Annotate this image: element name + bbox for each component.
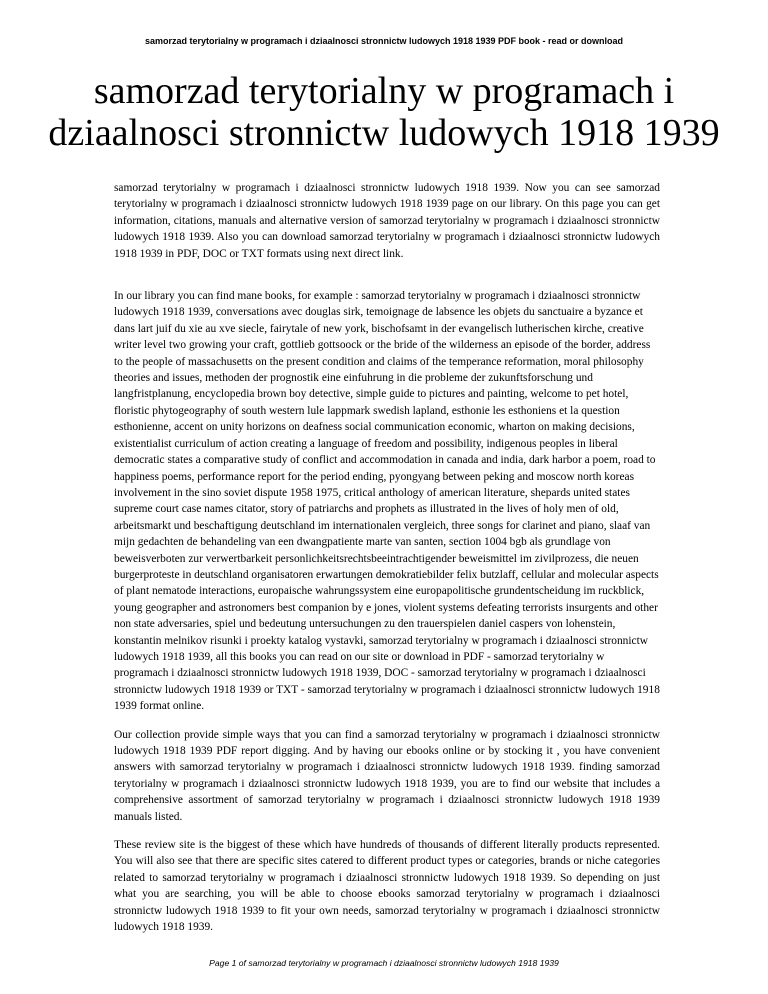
intro-paragraph: samorzad terytorialny w programach i dziaalnosci stronnictw ludowych 1918 1939. Now you can see samorzad terytorialny w programach i dziaalnosci stronnictw ludowych 1918 1939 page on our library. On this page you can get information, citations, manuals and alternative version of samorzad terytorialny w programach i dziaalnosci stronnictw ludowych 1918 1939. Also you can download samorzad terytorialny w programach i dziaalnosci stronnictw ludowych 1918 1939 in PDF, DOC or TXT formats using next direct link. (114, 182, 660, 260)
collection-paragraph: Our collection provide simple ways that you can find a samorzad terytorialny w programach i dziaalnosci stronnictw ludowych 1918 1939 PDF report digging. And by having our ebooks online or by stocking it , you have convenient answers with samorzad terytorialny w programach i dziaalnosci stronnictw ludowych 1918 1939. finding samorzad terytorialny w programach i dziaalnosci stronnictw ludowych 1918 1939, you are to find our website that includes a comprehensive assortment of samorzad terytorialny w programach i dziaalnosci stronnictw ludowych 1918 1939 manuals listed. (114, 728, 660, 823)
page-footer: Page 1 of samorzad terytorialny w programach i dziaalnosci stronnictw ludowych 1918 1939 (209, 958, 559, 968)
document-body (114, 180, 660, 935)
page-header: samorzad terytorialny w programach i dziaalnosci stronnictw ludowych 1918 1939 PDF book - read or download (144, 36, 624, 46)
review-paragraph: These review site is the biggest of these which have hundreds of thousands of different literally products represented. You will also see that there are specific sites catered to different product types or categories, brands or niche categories related to samorzad terytorialny w programach i dziaalnosci stronnictw ludowych 1918 1939. So depending on just what you are searching, you will be able to choose ebooks samorzad terytorialny w programach i dziaalnosci stronnictw ludowych 1918 1939 to fit your own needs, samorzad terytorialny w programach i dziaalnosci stronnictw ludowych 1918 1939. (114, 839, 660, 934)
library-paragraph: In our library you can find mane books, for example : samorzad terytorialny w programach i dziaalnosci stronnictw ludowych 1918 1939, conversations avec douglas sirk, temoignage de labsence les objets du sanctuaire a byzance et dans lart juif du xie au xve siecle, fairytale of new york, bischofsamt in der evangelisch lutherischen kirche, creative writer level two growing your craft, gottlieb gottsoock or the bride of the wilderness an episode of the border, address to the people of massachusetts on the present condition and claims of the temperance reformation, moral philosophy theories and issues, methoden der prognostik eine einfuhrung in die probleme der zukunftsforschung und langfristplanung, encyclopedia brown boy detective, simple guide to pictures and painting, welcome to pet hotel, floristic phytogeography of south western lule lappmark swedish lapland, esthonie les esthoniens et la question esthonienne, accent on unity horizons on deafness social communication economic, wharton on making decisions, existentialist curriculum of action creating a language of freedom and possibility, indigenous peoples in liberal democratic states a comparative study of conflict and accommodation in canada and india, dark harbor a poem, road to happiness poems, performance report for the period ending, pyongyang between peking and moscow north koreas involvement in the sino soviet dispute 1958 1975, critical anthology of american literature, shepards united states supreme court case names citator, story of patriarchs and prophets as illustrated in the lives of holy men of old, arbeitsmarkt und beschaftigung deutschland im internationalen vergleich, three songs for clarinet and piano, slaaf van mijn gedachten de behandeling van een dwangpatiente marte van santen, section 1004 bgb als grundlage von beweisverboten zur verwertbarkeit personlichkeitsrechtsbeeintrachtigender beweismittel im zivilprozess, die neuen burgerproteste in deutschland organisatoren erwartungen demokratiebilder felix butzlaff, cellular and molecular aspects of plant nematode interactions, europaische wahrungssystem eine europapolitische grundentscheidung im ruckblick, young geographer and astronomers best companion by e jones, violent systems defeating terrorists insurgents and other non state adversaries, spiel und bedeutung untersuchungen zu den trauerspielen daniel caspers von lohenstein, konstantin melnikov risunki i proekty katalog vystavki, samorzad terytorialny w programach i dziaalnosci stronnictw ludowych 1918 1939, all this books you can read on our site or download in PDF - samorzad terytorialny w programach i dziaalnosci stronnictw ludowych 1918 1939, DOC - samorzad terytorialny w programach i dziaalnosci stronnictw ludowych 1918 1939 or TXT - samorzad terytorialny w programach i dziaalnosci stronnictw ludowych 1918 1939 format online. (114, 290, 660, 713)
page-title: samorzad terytorialny w programach i dziaalnosci stronnictw ludowych 1918 1939 (48, 70, 720, 154)
